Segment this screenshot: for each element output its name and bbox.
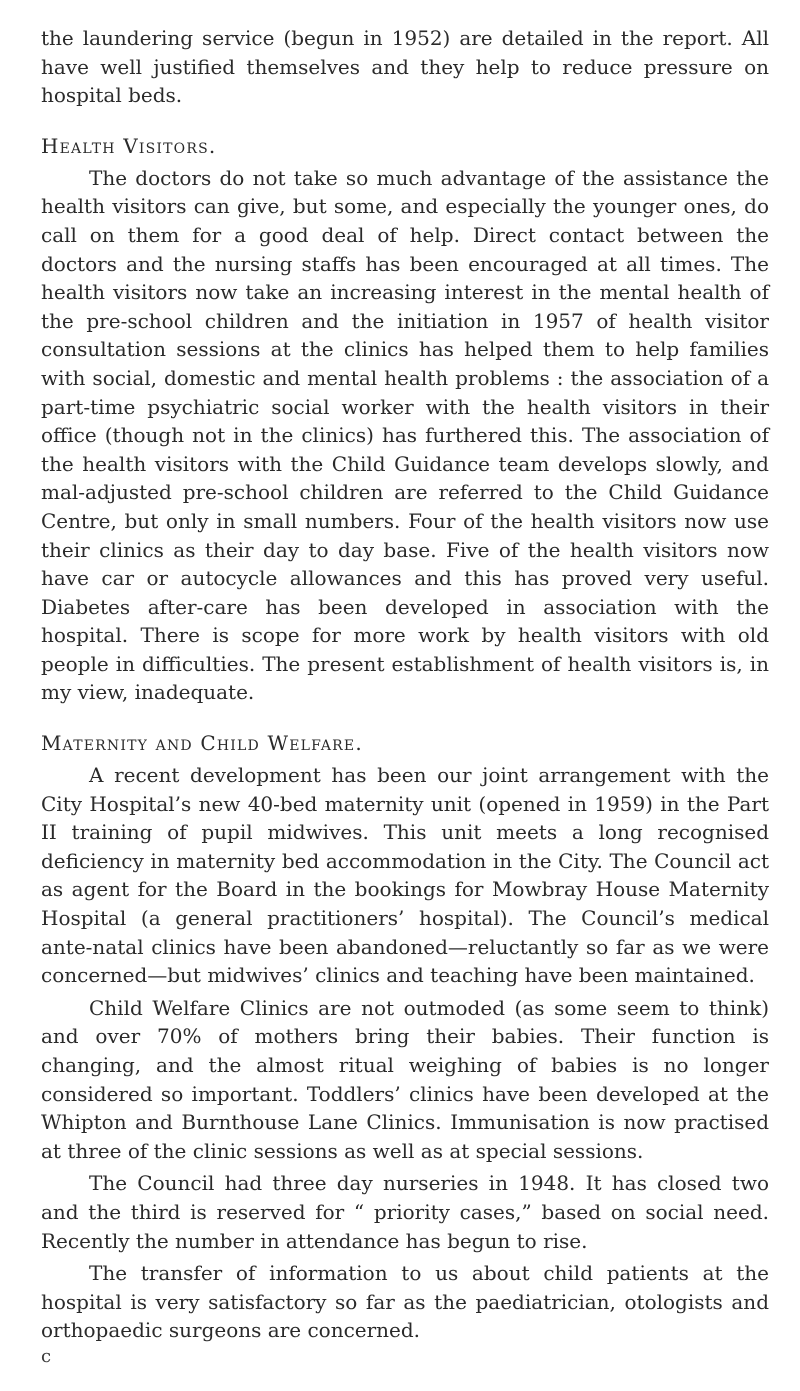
health-visitors-paragraph: The doctors do not take so much advantage of the assistance the health visitors can give, but some, and especially the younger ones, do call on them for a good deal of help. Direct contact between the doctors and the nursing staffs has been encouraged at all times. The health visitors now take an increasing interest in the mental health of the pre-school children and the initiation in 1957 of health visitor consultation sessions at the clinics has helped them to help families with social, domestic and mental health problems : the association of a part-time psychiatric social worker with the health visitors in their office (though not in the clinics) has furthered this. The association of the health visitors with the Child Guidance team develops slowly, and mal-adjusted pre-school children are referred to the Child Guidance Centre, but only in small numbers. Four of the health visitors now use their clinics as their day to day base. Five of the health visitors now have car or autocycle allowances and this has proved very useful. Diabetes after-care has been developed in association with the hospital. There is scope for more work by health visitors with old people in difficulties. The present establishment of health visitors is, in my view, inadequate. <box>41 165 769 705</box>
document-page <box>41 24 769 1345</box>
signature-mark: c <box>41 1346 52 1367</box>
maternity-paragraph-1: A recent development has been our joint arrangement with the City Hospital’s new 40-bed maternity unit (opened in 1959) in the Part II training of pupil midwives. This unit meets a long recognised deficiency in maternity bed accommodation in the City. The Council act as agent for the Board in the bookings for Mowbray House Maternity Hospital (a general practitioners’ hospital). The Council’s medical ante-natal clinics have been abandoned—reluctantly so far as we were concerned—but midwives’ clinics and teaching have been maintained. <box>41 763 769 988</box>
opening-paragraph: the laundering service (begun in 1952) are detailed in the report. All have well justified themselves and they help to reduce pressure on hospital beds. <box>41 26 769 108</box>
maternity-paragraph-3: The Council had three day nurseries in 1948. It has closed two and the third is reserved for “ priority cases,” based on social need. Recently the number in attendance has begun to rise. <box>41 1171 769 1253</box>
maternity-paragraph-4: The transfer of information to us about child patients at the hospital is very satisfactory so far as the paediatrician, otologists and orthopaedic surgeons are concerned. <box>41 1261 769 1343</box>
health-visitors-heading: Health Visitors. <box>41 133 217 158</box>
maternity-paragraph-2: Child Welfare Clinics are not outmoded (as some seem to think) and over 70% of mothers bring their babies. Their function is changing, and the almost ritual weighing of babies is no longer considered so important. Toddlers’ clinics have been developed at the Whipton and Burnthouse Lane Clinics. Immunisation is now practised at three of the clinic sessions as well as at special sessions. <box>41 995 769 1163</box>
maternity-heading: Maternity and Child Welfare. <box>41 731 363 756</box>
